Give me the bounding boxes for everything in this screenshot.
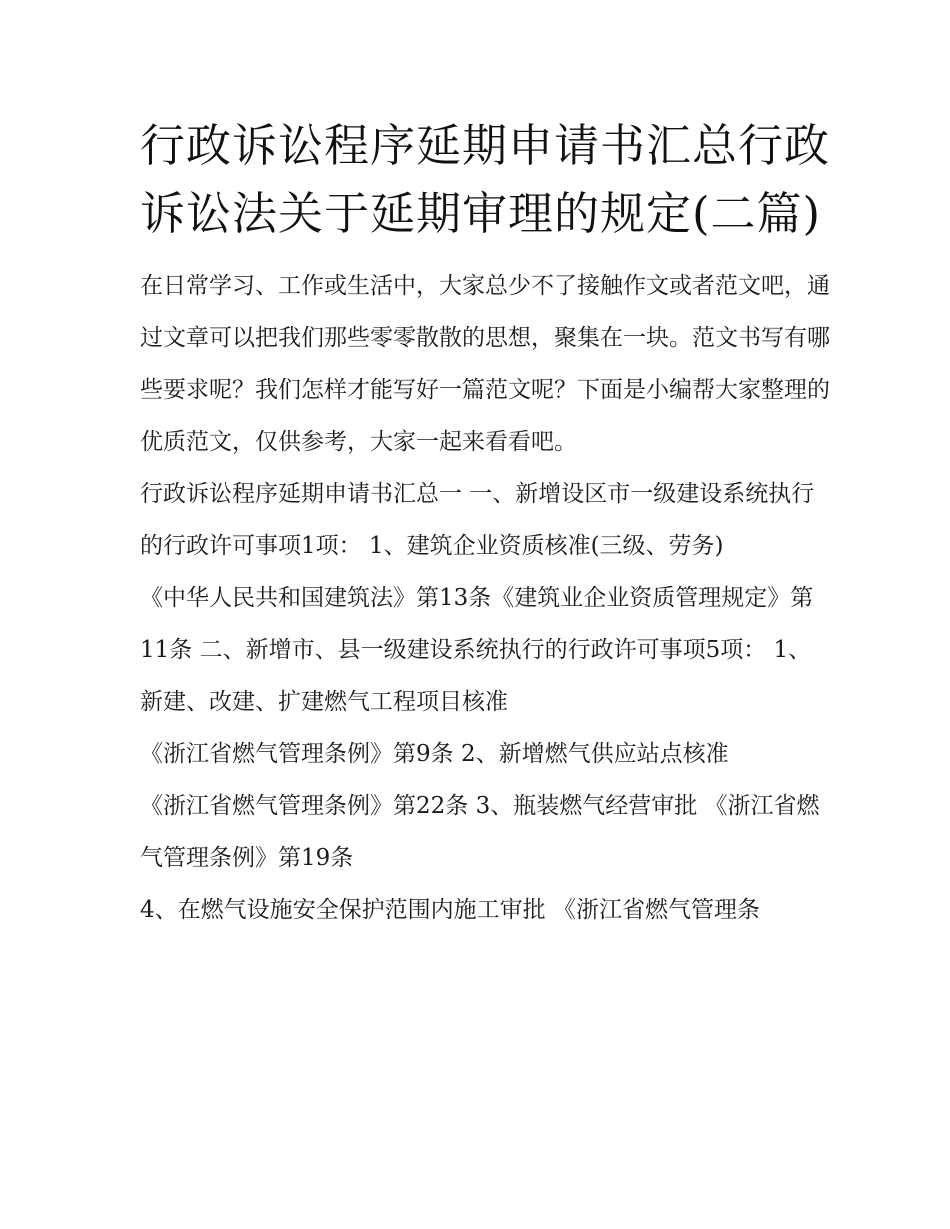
body-paragraph: 《中华人民共和国建筑法》第13条《建筑业企业资质管理规定》第11条 二、新增市、县一级建设系统执行的行政许可事项5项： 1、新建、改建、扩建燃气工程项目核准 [140, 585, 814, 715]
body-paragraph: 《浙江省燃气管理条例》第9条 2、新增燃气供应站点核准 [140, 741, 729, 767]
document-body [140, 260, 830, 936]
body-paragraph: 4、在燃气设施安全保护范围内施工审批 《浙江省燃气管理条 [140, 897, 760, 923]
document-title: 行政诉讼程序延期申请书汇总行政诉讼法关于延期审理的规定(二篇) [140, 119, 831, 240]
intro-paragraph: 在日常学习、工作或生活中，大家总少不了接触作文或者范文吧，通过文章可以把我们那些零零散散的思想，聚集在一块。范文书写有哪些要求呢？我们怎样才能写好一篇范文呢？下面是小编帮大家整理的优质范文，仅供参考，大家一起来看看吧。 [140, 273, 830, 455]
body-paragraph: 《浙江省燃气管理条例》第22条 3、瓶装燃气经营审批 《浙江省燃气管理条例》第19条 [140, 793, 820, 871]
document-content [140, 112, 830, 936]
body-paragraph: 行政诉讼程序延期申请书汇总一 一、新增设区市一级建设系统执行的行政许可事项1项： 1、建筑企业资质核准(三级、劳务) [140, 481, 815, 559]
